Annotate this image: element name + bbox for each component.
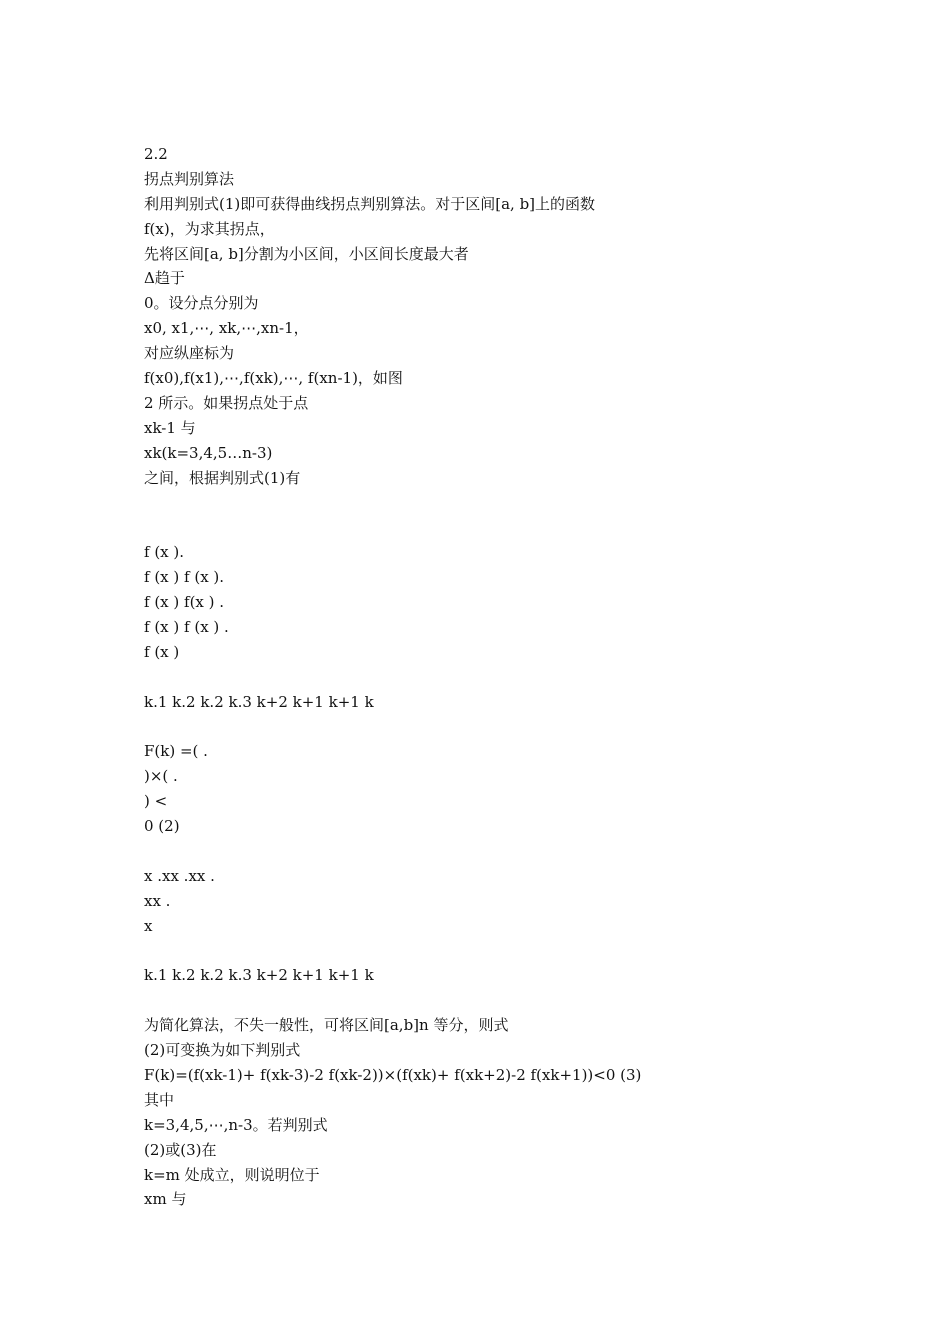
blank-line [144,515,844,540]
text-line: (2)或(3)在 [144,1140,217,1159]
text-line: F(k)=(f(xk-1)+ f(xk-3)-2 f(xk-2))×(f(xk)+ f(xk+2)-2 f(xk+1))<0 (3) [144,1065,642,1084]
text-line: f(x0),f(x1),⋯,f(xk),⋯, f(xn-1)，如图 [144,369,403,388]
text-line: x .xx .xx . [144,866,215,885]
text-line: 0。设分点分别为 [144,294,259,313]
text-line: xm 与 [144,1190,187,1209]
text-line: )×( . [144,767,178,786]
text-line: 2.2 [144,145,168,163]
text-line: 对应纵座标为 [144,344,235,363]
text-line: f (x ) f (x ) . [144,617,229,636]
text-line: Δ趋于 [144,269,185,288]
text-line: f(x)，为求其拐点， [144,219,275,238]
text-line: (2)可变换为如下判别式 [144,1041,301,1060]
text-line: 利用判别式(1)即可获得曲线拐点判别算法。对于区间[a, b]上的函数 [144,194,596,213]
text-line: 0 (2) [144,817,180,836]
text-line: f (x ) [144,642,180,661]
text-line: k=m 处成立，则说明位于 [144,1165,320,1184]
text-line: 2 所示。如果拐点处于点 [144,393,309,412]
blank-line [144,988,844,1013]
text-line: f (x ) f(x ) . [144,593,225,612]
text-line: F(k) =( . [144,742,208,761]
document-body [144,142,844,1212]
text-line: x0, x1,⋯, xk,⋯,xn-1， [144,319,309,338]
text-line: k.1 k.2 k.2 k.3 k+2 k+1 k+1 k [144,692,374,711]
text-line: xk(k=3,4,5…n-3) [144,443,273,462]
text-line: f (x ). [144,543,185,562]
blank-line [144,939,844,964]
blank-line [144,665,844,690]
text-line: 其中 [144,1090,175,1109]
blank-line [144,839,844,864]
text-line: 先将区间[a, b]分割为小区间，小区间长度最大者 [144,244,469,263]
text-line: xx . [144,891,171,910]
text-line: ) < [144,792,168,811]
text-line: 之间，根据判别式(1)有 [144,468,301,487]
text-line: 拐点判别算法 [144,169,235,188]
text-line: 为简化算法，不失一般性，可将区间[a,b]n 等分，则式 [144,1016,509,1035]
text-line: f (x ) f (x ). [144,568,225,587]
blank-line [144,714,844,739]
blank-line [144,490,844,515]
text-line: x [144,916,153,935]
text-line: xk-1 与 [144,418,196,437]
text-line: k.1 k.2 k.2 k.3 k+2 k+1 k+1 k [144,966,374,985]
text-line: k=3,4,5,⋯,n-3。若判别式 [144,1115,328,1134]
